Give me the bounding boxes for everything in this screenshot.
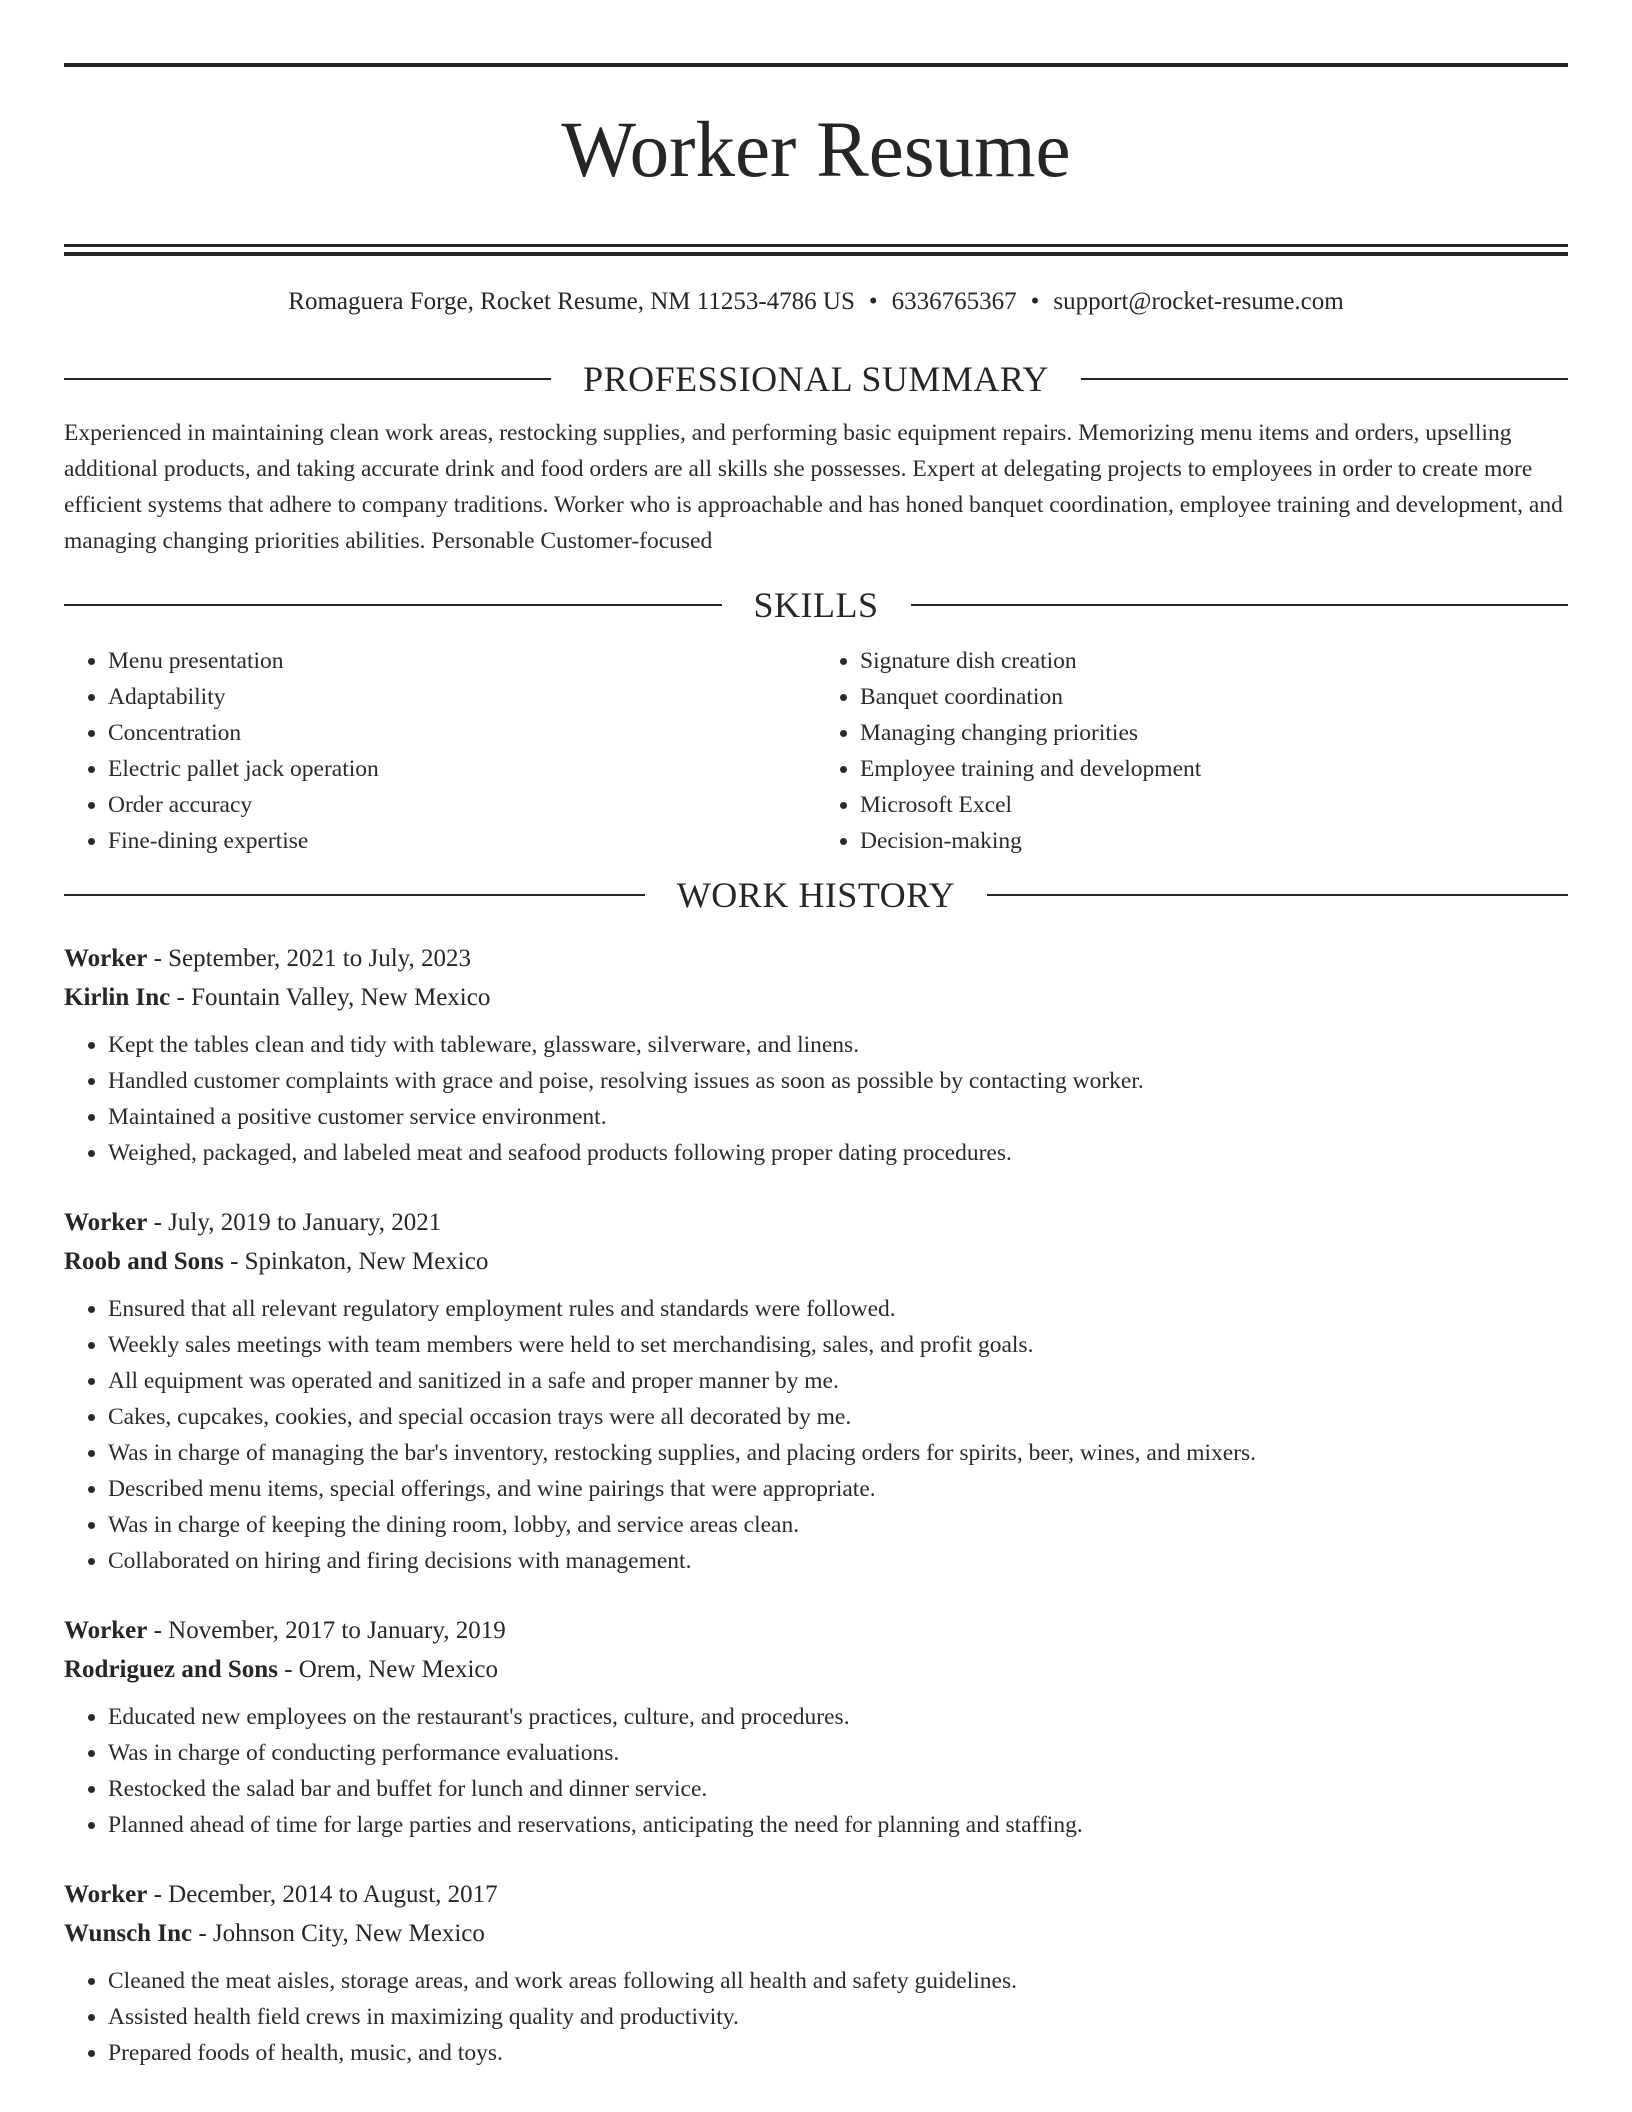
heading-rule (987, 894, 1568, 896)
heading-rule (64, 378, 551, 380)
header-double-rule (64, 244, 1568, 256)
job-company-line (64, 978, 1568, 1017)
section-title: SKILLS (753, 585, 879, 625)
job-dates: - December, 2014 to August, 2017 (147, 1881, 498, 1908)
contact-address: Romaguera Forge, Rocket Resume, NM 11253-4786 US (288, 288, 855, 315)
job-bullet: • Cakes, cupcakes, cookies, and special occasion trays were all decorated by me. (108, 1399, 1568, 1435)
job-title-line (64, 939, 1568, 978)
skills-list-left (64, 643, 816, 859)
job-title: Worker (64, 1881, 148, 1908)
job-title: Worker (64, 1209, 148, 1236)
job-location: - Orem, New Mexico (277, 1656, 499, 1683)
job-company-line (64, 1650, 1568, 1689)
job-bullets (64, 1699, 1568, 1843)
job-bullets (64, 1291, 1568, 1579)
job-entry (64, 1203, 1568, 1579)
heading-rule (64, 604, 722, 606)
job-bullets (64, 1027, 1568, 1171)
job-bullet: • Handled customer complaints with grace and poise, resolving issues as soon as possible by contacting worker. (108, 1063, 1568, 1099)
job-company: Wunsch Inc (64, 1920, 193, 1947)
skill-item: • Banquet coordination (860, 679, 1568, 715)
job-bullet: • All equipment was operated and sanitized in a safe and proper manner by me. (108, 1363, 1568, 1399)
section-heading-skills (64, 583, 1568, 627)
heading-rule (911, 604, 1569, 606)
job-bullet: • Collaborated on hiring and firing decisions with management. (108, 1543, 1568, 1579)
job-company-line (64, 1914, 1568, 1953)
job-company: Rodriguez and Sons (64, 1656, 278, 1683)
job-title-line (64, 1203, 1568, 1242)
job-bullet: • Kept the tables clean and tidy with tableware, glassware, silverware, and linens. (108, 1027, 1568, 1063)
job-bullet: • Weekly sales meetings with team members were held to set merchandising, sales, and profit goals. (108, 1327, 1568, 1363)
job-company-line (64, 1242, 1568, 1281)
skill-item: • Microsoft Excel (860, 787, 1568, 823)
job-bullet: • Assisted health field crews in maximizing quality and productivity. (108, 1999, 1568, 2035)
resume-page (64, 0, 1568, 2071)
work-history-list (64, 939, 1568, 2071)
contact-separator: • (868, 288, 878, 315)
job-entry (64, 1611, 1568, 1843)
job-bullet: • Educated new employees on the restaurant's practices, culture, and procedures. (108, 1699, 1568, 1735)
job-bullet: • Weighed, packaged, and labeled meat and seafood products following proper dating procedures. (108, 1135, 1568, 1171)
section-heading-summary (64, 357, 1568, 401)
job-bullet: • Was in charge of managing the bar's inventory, restocking supplies, and placing orders for spirits, beer, wines, and mixers. (108, 1435, 1568, 1471)
job-location: - Spinkaton, New Mexico (223, 1248, 489, 1275)
section-title: WORK HISTORY (676, 875, 956, 915)
skill-item: • Employee training and development (860, 751, 1568, 787)
job-bullet: • Cleaned the meat aisles, storage areas, and work areas following all health and safety guidelines. (108, 1963, 1568, 1999)
skill-item: • Signature dish creation (860, 643, 1568, 679)
job-dates: - November, 2017 to January, 2019 (147, 1617, 506, 1644)
job-bullet: • Prepared foods of health, music, and toys. (108, 2035, 1568, 2071)
resume-title: Worker Resume (561, 107, 1071, 194)
skill-item: • Decision-making (860, 823, 1568, 859)
job-title: Worker (64, 1617, 148, 1644)
contact-phone: 6336765367 (891, 288, 1017, 315)
job-title-line (64, 1875, 1568, 1914)
heading-rule (1081, 378, 1568, 380)
header-top-rule (64, 63, 1568, 67)
job-bullet: • Planned ahead of time for large parties and reservations, anticipating the need for planning and staffing. (108, 1807, 1568, 1843)
skills-list-right (816, 643, 1568, 859)
skill-item: • Fine-dining expertise (108, 823, 816, 859)
skill-item: • Order accuracy (108, 787, 816, 823)
job-bullet: • Described menu items, special offerings, and wine pairings that were appropriate. (108, 1471, 1568, 1507)
job-company: Kirlin Inc (64, 984, 171, 1011)
job-location: - Fountain Valley, New Mexico (170, 984, 491, 1011)
job-bullets (64, 1963, 1568, 2071)
job-location: - Johnson City, New Mexico (192, 1920, 485, 1947)
job-title: Worker (64, 945, 148, 972)
job-bullet: • Maintained a positive customer service environment. (108, 1099, 1568, 1135)
section-title: PROFESSIONAL SUMMARY (583, 359, 1049, 399)
skill-item: • Concentration (108, 715, 816, 751)
skill-item: • Menu presentation (108, 643, 816, 679)
job-entry (64, 939, 1568, 1171)
section-heading-work-history (64, 873, 1568, 917)
job-dates: - July, 2019 to January, 2021 (147, 1209, 442, 1236)
job-bullet: • Was in charge of conducting performance evaluations. (108, 1735, 1568, 1771)
contact-email: support@rocket-resume.com (1053, 288, 1344, 315)
heading-rule (64, 894, 645, 896)
skill-item: • Electric pallet jack operation (108, 751, 816, 787)
job-bullet: • Restocked the salad bar and buffet for lunch and dinner service. (108, 1771, 1568, 1807)
job-bullet: • Was in charge of keeping the dining room, lobby, and service areas clean. (108, 1507, 1568, 1543)
skills-columns (64, 643, 1568, 859)
job-title-line (64, 1611, 1568, 1650)
job-entry (64, 1875, 1568, 2071)
contact-separator: • (1030, 288, 1040, 315)
job-dates: - September, 2021 to July, 2023 (147, 945, 472, 972)
job-bullet: • Ensured that all relevant regulatory employment rules and standards were followed. (108, 1291, 1568, 1327)
job-company: Roob and Sons (64, 1248, 224, 1275)
contact-line (64, 285, 1568, 319)
skill-item: • Managing changing priorities (860, 715, 1568, 751)
skill-item: • Adaptability (108, 679, 816, 715)
summary-paragraph: Experienced in maintaining clean work areas, restocking supplies, and performing basic equipment repairs. Memorizing menu items and orders, upselling additional products, and taking accurate drink and food orders are all skills she possesses. Expert at delegating projects to employees in order to create more efficient systems that adhere to company traditions. Worker who is approachable and has honed banquet coordination, employee training and development, and managing changing priorities abilities. Personable Customer-focused (64, 420, 1563, 554)
